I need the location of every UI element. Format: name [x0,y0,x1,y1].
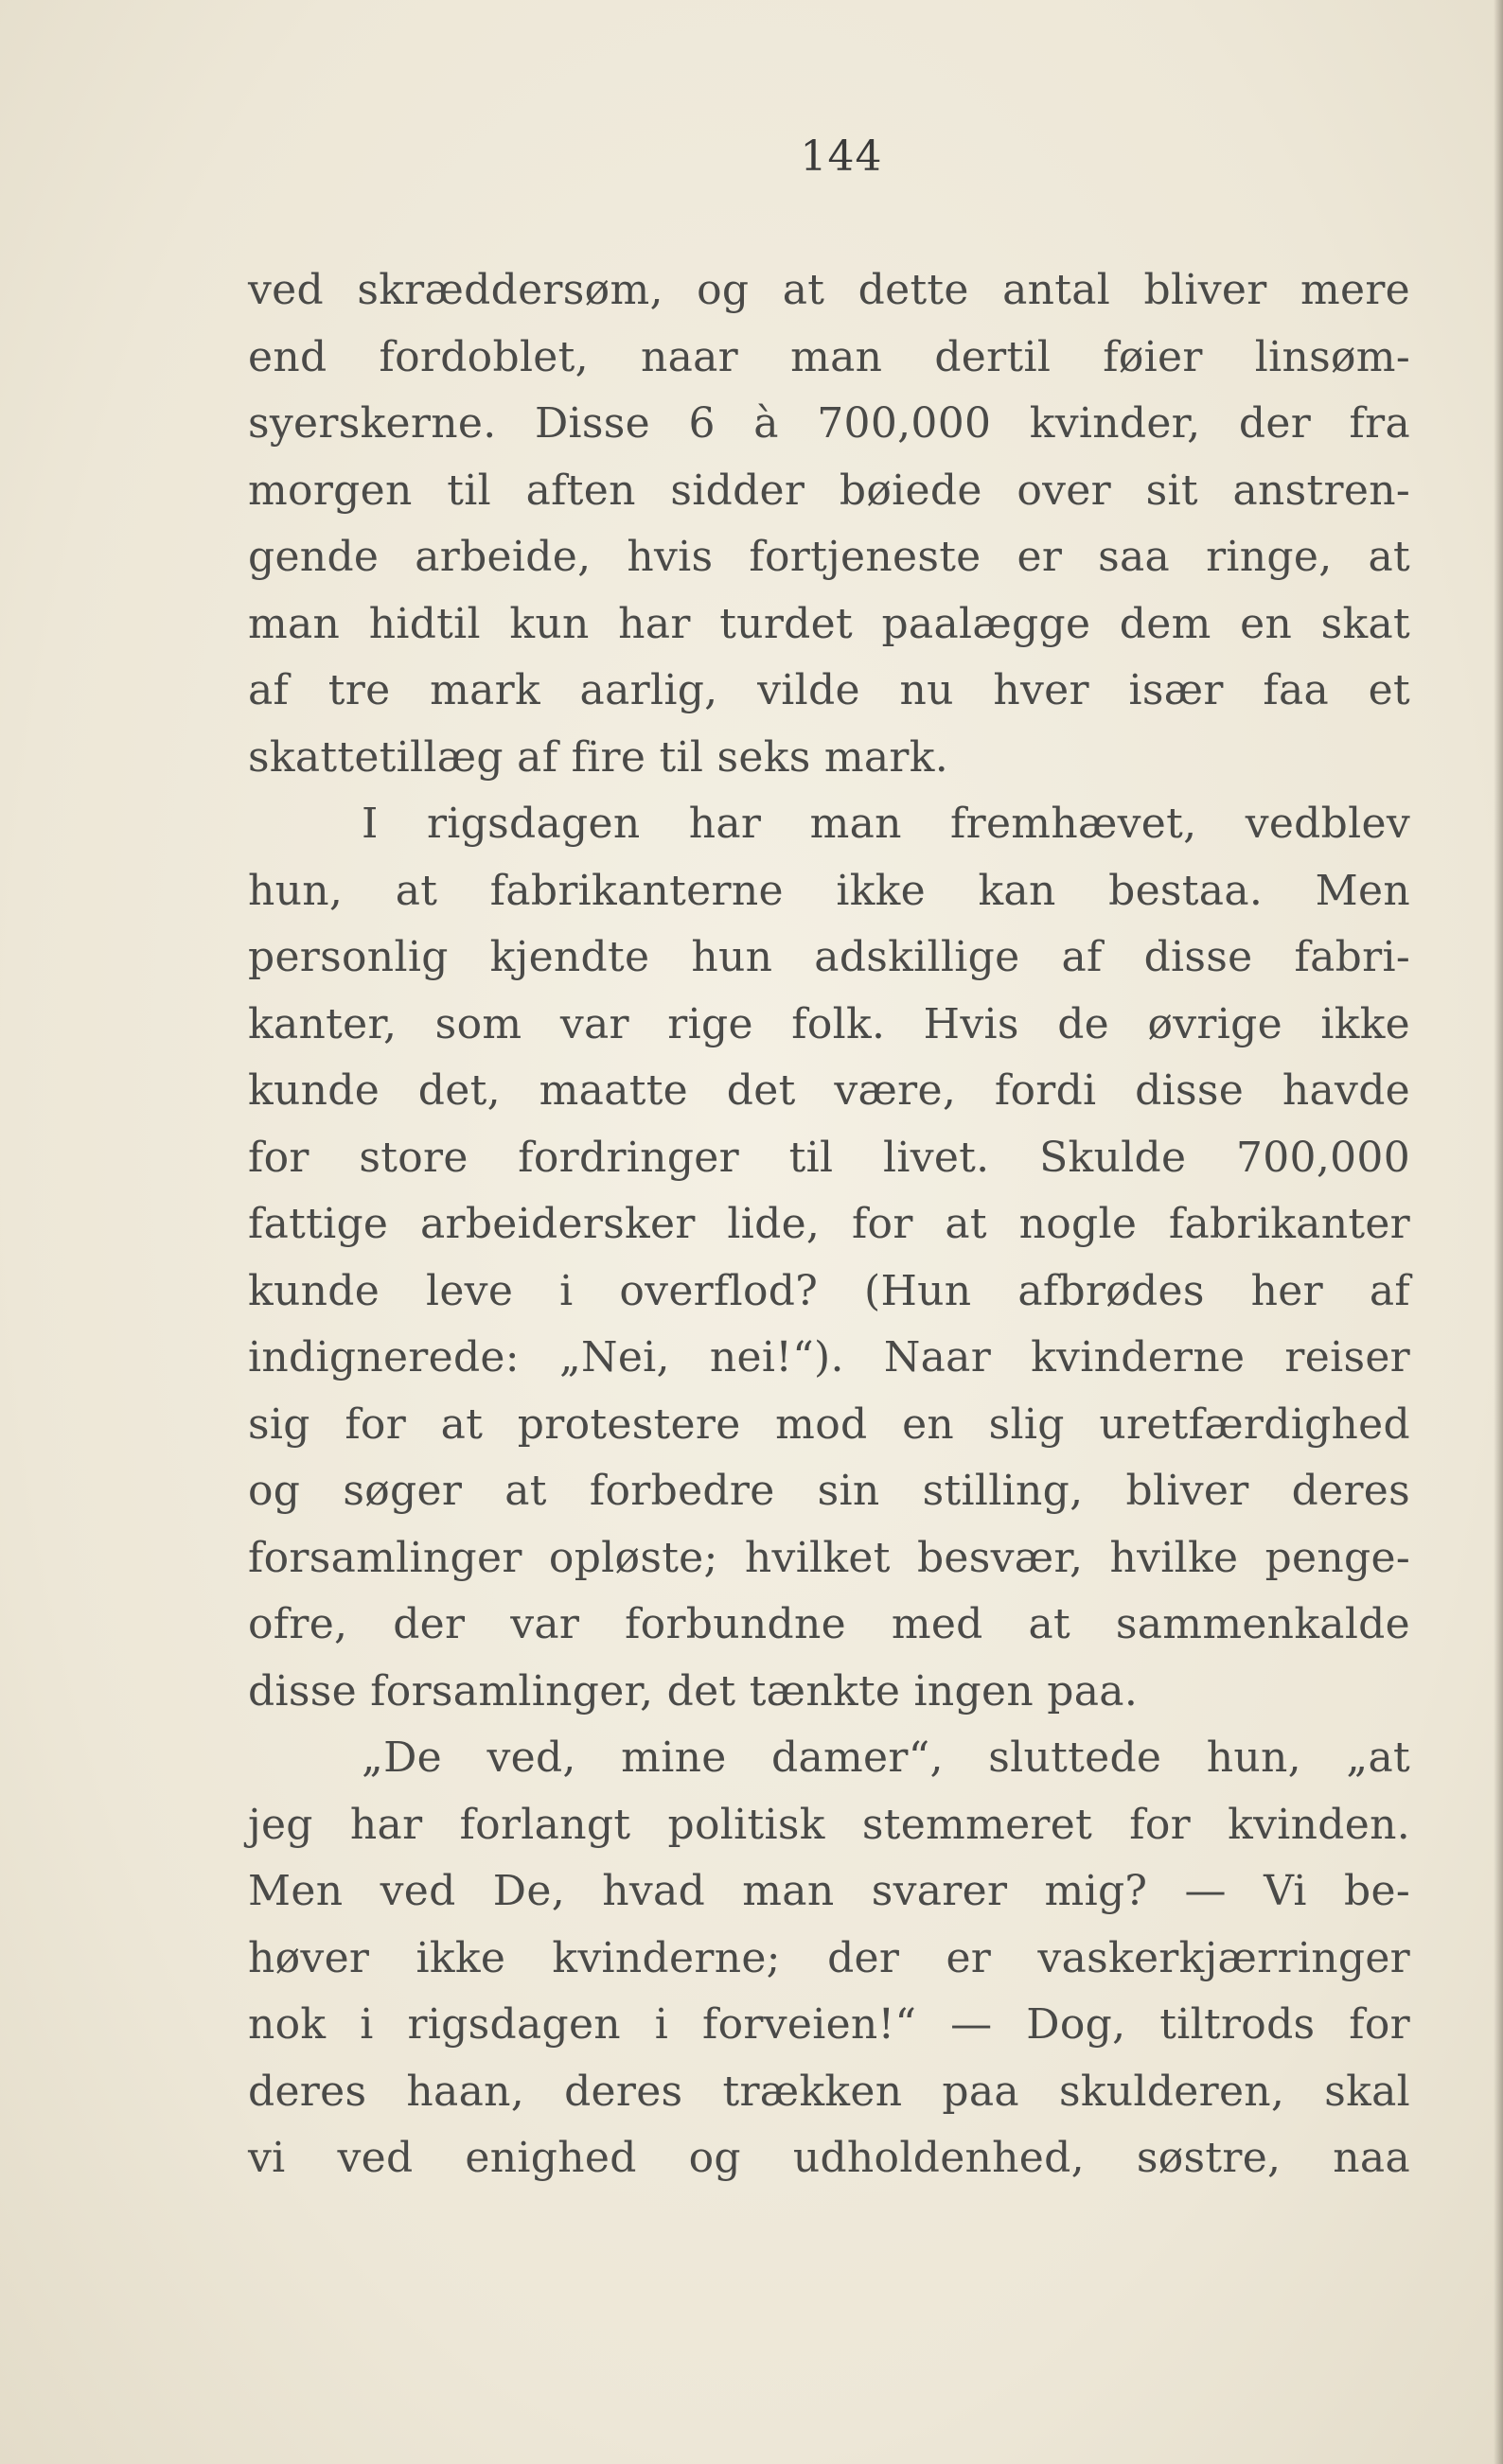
page-edge-shadow [1494,0,1503,2464]
page-number: 144 [800,132,883,181]
text-line: jeg har forlangt politisk stemmeret for kvinden. [248,1800,1410,1849]
text-line: fattige arbeidersker lide, for at nogle fabrikanter [248,1200,1410,1248]
text-line: syerskerne. Disse 6 à 700,000 kvinder, der fra [248,399,1410,448]
text-line: personlig kjendte hun adskillige af disse fabri- [248,933,1410,981]
text-line: ved skræddersøm, og at dette antal bliver mere [248,266,1410,314]
text-line: disse forsamlinger, det tænkte ingen paa. [248,1666,1139,1716]
text-line: morgen til aften sidder bøiede over sit anstren- [248,466,1410,515]
text-line: høver ikke kvinderne; der er vaskerkjærringer [248,1933,1410,1982]
text-line: af tre mark aarlig, vilde nu hver især faa et [248,666,1410,714]
text-line: I rigsdagen har man fremhævet, vedblev [362,800,1410,848]
text-line: sig for at protestere mod en slig uretfærdighed [248,1399,1410,1449]
text-line: „De ved, mine damer“, sluttede hun, „at [362,1734,1410,1782]
text-line: for store fordringer til livet. Skulde 700,000 [248,1133,1410,1182]
text-line: kunde leve i overflod? (Hun afbrødes her af [248,1266,1410,1315]
text-line: end fordoblet, naar man dertil føier linsøm- [248,332,1410,381]
text-line: nok i rigsdagen i forveien!“ — Dog, tiltrods for [248,2000,1410,2049]
text-line: hun, at fabrikanterne ikke kan bestaa. Men [248,866,1410,915]
body-text [248,257,1410,2192]
text-line: og søger at forbedre sin stilling, bliver deres [248,1467,1410,1515]
text-line: kunde det, maatte det være, fordi disse havde [248,1066,1410,1115]
text-line: gende arbeide, hvis fortjeneste er saa ringe, at [248,533,1410,581]
text-line: forsamlinger opløste; hvilket besvær, hvilke penge- [248,1533,1410,1582]
text-line: deres haan, deres trækken paa skulderen, skal [248,2067,1410,2116]
text-line: man hidtil kun har turdet paalægge dem en skat [248,599,1410,648]
text-line: Men ved De, hvad man svarer mig? — Vi be- [248,1867,1410,1915]
text-line: skattetillæg af fire til seks mark. [248,732,949,782]
text-line: indignerede: „Nei, nei!“). Naar kvinderne reiser [248,1333,1410,1382]
text-line: kanter, som var rige folk. Hvis de øvrige ikke [248,999,1410,1048]
text-line: ofre, der var forbundne med at sammenkalde [248,1600,1410,1648]
text-line: vi ved enighed og udholdenhed, søstre, naa [248,2134,1410,2182]
